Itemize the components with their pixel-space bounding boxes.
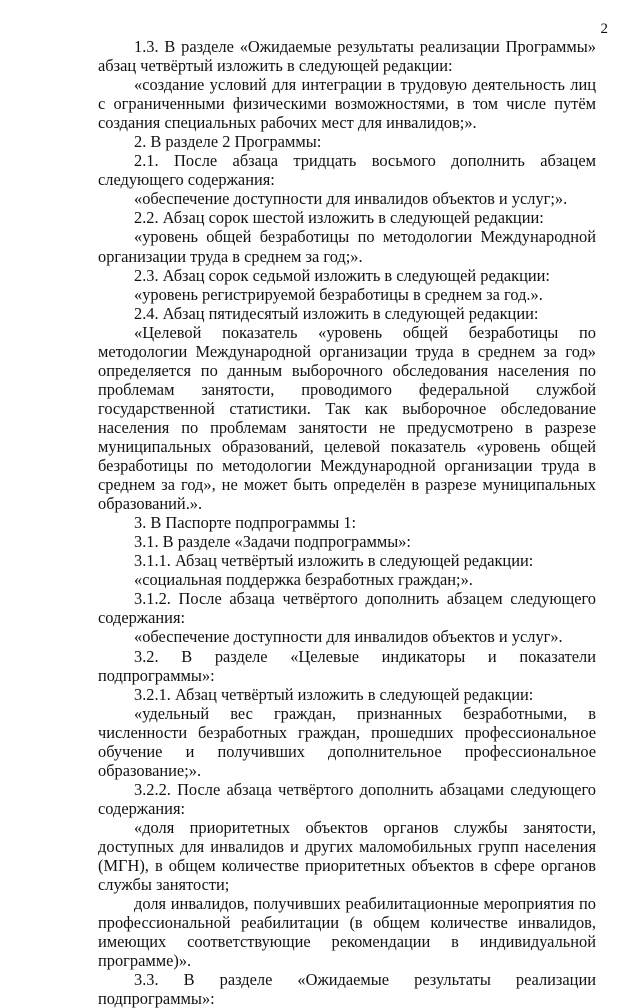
paragraph-quote-integration: «создание условий для интеграции в трудовую деятельность лиц с ограниченными физическими возможностями, в том числе путём создания специальных рабочих мест для инвалидов;». <box>98 75 596 133</box>
paragraph-3-3: 3.3. В разделе «Ожидаемые результаты реализации подпрограммы»: <box>98 970 596 1008</box>
paragraph-3-2-1: 3.2.1. Абзац четвёртый изложить в следующей редакции: <box>134 684 534 704</box>
paragraph-1-3-heading: 1.3. В разделе «Ожидаемые результаты реализации Программы» абзац четвёртый изложить в следующей редакции: <box>98 37 596 76</box>
paragraph-quote-target-indicator: «Целевой показатель «уровень общей безработицы по методологии Международной организации труда в среднем за год» определяется по данным выборочного обследования населения по проблемам занятости, проводимого федеральной службой государственной статистики. Так как выборочное обследование населения по проблемам занятости не предусмотрено в разрезе муниципальных образований, целевой показатель «уровень общей безработицы по методологии Международной организации труда в среднем за год», не может быть определён в разрезе муниципальных образований.». <box>98 322 596 514</box>
paragraph-quote-priority-objects: «доля приоритетных объектов органов службы занятости, доступных для инвалидов и других маломобильных групп населения (МГН), в общем количестве приоритетных объектов в сфере органов службы занятости; <box>98 817 596 895</box>
paragraph-quote-unemployment-ilo: «уровень общей безработицы по методологии Международной организации труда в среднем за год;». <box>98 227 596 266</box>
paragraph-3-1-1: 3.1.1. Абзац четвёртый изложить в следующей редакции: <box>134 551 534 571</box>
paragraph-2-4: 2.4. Абзац пятидесятый изложить в следующей редакции: <box>134 303 539 323</box>
paragraph-3-1-2: 3.1.2. После абзаца четвёртого дополнить абзацем следующего содержания: <box>98 589 596 628</box>
paragraph-quote-social-support: «социальная поддержка безработных граждан;». <box>134 570 473 590</box>
paragraph-2-2: 2.2. Абзац сорок шестой изложить в следующей редакции: <box>134 208 544 228</box>
paragraph-quote-share-unemployed: «удельный вес граждан, признанных безработными, в численности безработных граждан, прошедших профессиональное обучение и получивших дополнительное профессиональное образование;». <box>98 703 596 780</box>
paragraph-quote-registered-unemployment: «уровень регистрируемой безработицы в среднем за год.». <box>134 284 543 304</box>
paragraph-section-2: 2. В разделе 2 Программы: <box>134 132 322 152</box>
paragraph-quote-accessibility-2: «обеспечение доступности для инвалидов объектов и услуг». <box>134 627 563 647</box>
paragraph-3-2-2: 3.2.2. После абзаца четвёртого дополнить абзацами следующего содержания: <box>98 779 596 818</box>
document-body <box>98 37 596 1008</box>
paragraph-2-1: 2.1. После абзаца тридцать восьмого дополнить абзацем следующего содержания: <box>98 151 596 190</box>
paragraph-2-3: 2.3. Абзац сорок седьмой изложить в следующей редакции: <box>134 265 550 285</box>
paragraph-quote-accessibility: «обеспечение доступности для инвалидов объектов и услуг;». <box>134 189 568 209</box>
page-number: 2 <box>600 21 608 37</box>
paragraph-3-2: 3.2. В разделе «Целевые индикаторы и показатели подпрограммы»: <box>98 646 596 685</box>
paragraph-section-3: 3. В Паспорте подпрограммы 1: <box>134 513 357 533</box>
paragraph-3-1: 3.1. В разделе «Задачи подпрограммы»: <box>134 532 411 552</box>
paragraph-share-disabled-rehab: доля инвалидов, получивших реабилитационные мероприятия по профессиональной реабилитации (в общем количестве инвалидов, имеющих соответствующие рекомендации в индивидуальной программе)». <box>98 894 596 971</box>
